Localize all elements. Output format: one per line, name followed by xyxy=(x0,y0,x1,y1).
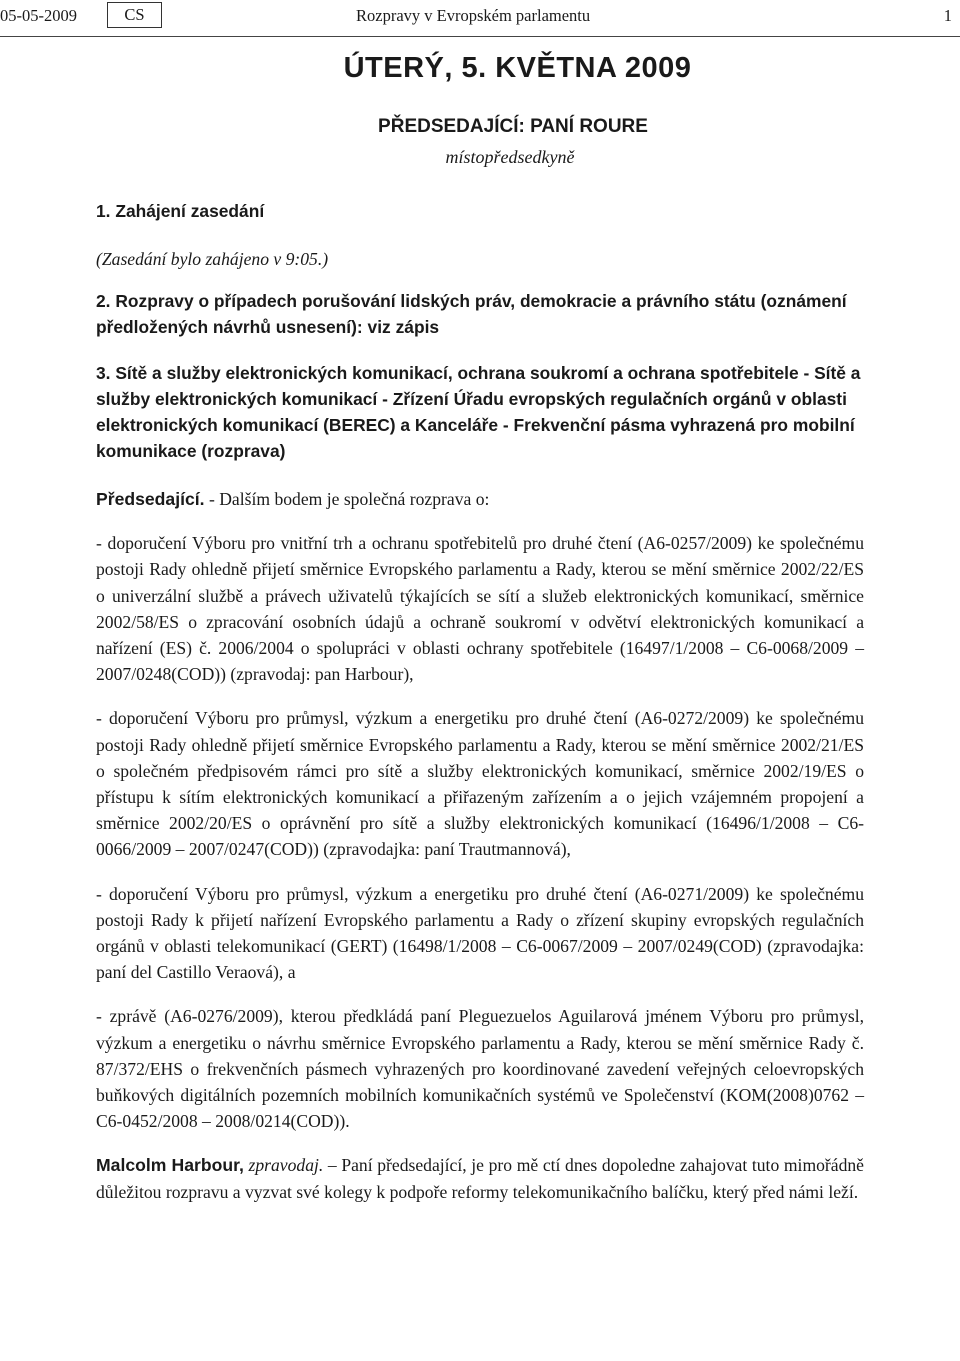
debate-paragraph-3: - doporučení Výboru pro průmysl, výzkum a energetiku pro druhé čtení (A6-0271/2009) ke společnému postoji Rady k přijetí nařízení Evropského parlamentu a Rady o zřízení skupiny evropských regulačních orgánů v oblasti telekomunikací (GERT) (16498/1/2008 – C6-0067/2009 – 2007/0249(COD) (zpravodajka: paní del Castillo Veraová), a xyxy=(96,883,864,983)
opening-note: (Zasedání bylo zahájeno v 9:05.) xyxy=(96,249,329,269)
page-header xyxy=(0,0,960,37)
header-title: Rozpravy v Evropském parlamentu xyxy=(356,6,591,25)
rapporteur-role: zpravodaj. xyxy=(248,1155,324,1176)
item-3-heading: 3. Sítě a služby elektronických komunikací, ochrana soukromí a ochrana spotřebitele - Sítě a služby elektronických komunikací - Zřízení Úřadu evropských regulačních orgánů v oblasti elektronických komunikací (BEREC) a Kanceláře - Frekvenční pásma vyhrazená pro mobilní komunikace (rozprava) xyxy=(96,363,861,461)
document-body xyxy=(96,198,864,1205)
presiding-role xyxy=(0,147,960,168)
presiding-role-text: místopředsedkyně xyxy=(445,147,575,167)
chair-text: - Dalším bodem je společná rozprava o: xyxy=(204,489,490,509)
session-date-title xyxy=(0,52,960,85)
chair-intro xyxy=(96,486,864,512)
debate-paragraph-4: - zprávě (A6-0276/2009), kterou předkládá paní Pleguezuelos Aguilarová jménem Výboru pro průmysl, výzkum a energetiku o návrhu směrnice Evropského parlamentu a Rady, kterou se mění směrnice Rady č. 87/372/EHS o frekvenčních pásmech vyhrazených pro koordinované zavedení veřejných celoevropských buňkových digitálních pozemních mobilních komunikačních systémů ve Společenství (KOM(2008)0762 – C6-0452/2008 – 2008/0214(COD)). xyxy=(96,1006,864,1132)
page-number: 1 xyxy=(943,6,952,25)
rapporteur-name: Malcolm Harbour, xyxy=(96,1155,244,1176)
rapporteur-text: – Paní předsedající, je pro mě ctí dnes dopoledne zahajovat tuto mimořádně důležitou rozpravu a vyzvat své kolegy k podpoře reformy telekomunikačního balíčku, který před námi leží. xyxy=(96,1155,864,1202)
rapporteur-speech xyxy=(96,1152,864,1204)
debate-paragraph-1: - doporučení Výboru pro vnitřní trh a ochranu spotřebitelů pro druhé čtení (A6-0257/2009) ke společnému postoji Rady ohledně přijetí směrnice Evropského parlamentu a Rady, kterou se mění směrnice 2002/22/ES o univerzální službě a právech uživatelů týkajících se sítí a služeb elektronických komunikací, směrnice 2002/58/ES o zpracování osobních údajů a ochraně soukromí v odvětví elektronických komunikací a nařízení (ES) č. 2006/2004 o spolupráci v oblasti ochrany spotřebitele (16497/1/2008 – C6-0068/2009 – 2007/0248(COD)) (zpravodaj: pan Harbour), xyxy=(96,533,864,685)
language-badge: CS xyxy=(107,2,162,28)
session-date-text: ÚTERÝ, 5. KVĚTNA 2009 xyxy=(343,52,692,84)
presiding-officer xyxy=(0,116,960,138)
item-2-heading: 2. Rozpravy o případech porušování lidských práv, demokracie a právního státu (oznámení předložených návrhů usnesení): viz zápis xyxy=(96,291,847,337)
presiding-officer-text: PŘEDSEDAJÍCÍ: PANÍ ROURE xyxy=(378,116,648,137)
header-date: 05-05-2009 xyxy=(0,6,77,25)
item-1-heading: 1. Zahájení zasedání xyxy=(96,201,265,221)
debate-paragraph-2: - doporučení Výboru pro průmysl, výzkum a energetiku pro druhé čtení (A6-0272/2009) ke společnému postoji Rady ohledně přijetí směrnice Evropského parlamentu a Rady, kterou se mění směrnice 2002/21/ES o společném předpisovém rámci pro sítě a služby elektronických komunikací, směrnice 2002/19/ES o přístupu k sítím elektronických komunikací a přiřazeným zařízením a o jejich vzájemném propojení a směrnice 2002/20/ES o oprávnění pro sítě a služby elektronických komunikací (16496/1/2008 – C6-0066/2009 – 2007/0247(COD)) (zpravodajka: paní Trautmannová), xyxy=(96,708,864,860)
chair-label: Předsedající. xyxy=(96,489,205,509)
